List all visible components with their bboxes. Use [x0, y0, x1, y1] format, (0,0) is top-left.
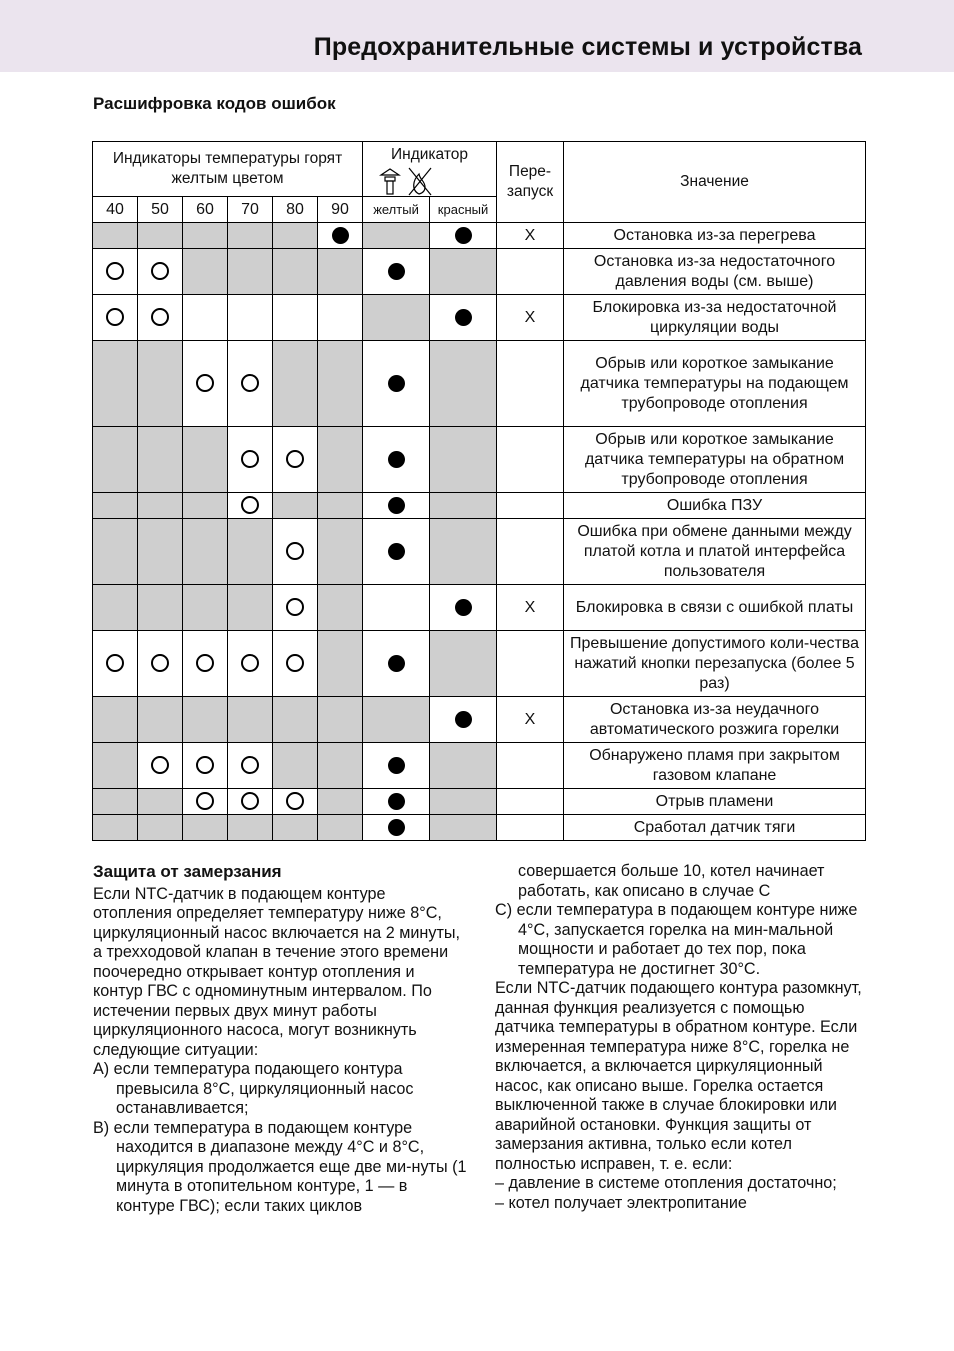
freeze-cond-1: – давление в системе отопления достаточно; — [495, 1174, 837, 1192]
open-circle-icon — [106, 262, 124, 280]
filled-dot-icon — [388, 543, 405, 560]
open-circle-icon — [241, 654, 259, 672]
filled-dot-icon — [455, 227, 472, 244]
meaning-cell: Обнаружено пламя при закрытом газовом клапане — [564, 743, 866, 789]
freeze-left-column — [93, 862, 468, 1216]
freeze-right-column — [495, 862, 863, 1213]
section-title: Расшифровка кодов ошибок — [93, 94, 336, 113]
no-flame-icon — [409, 168, 431, 195]
open-circle-icon — [286, 792, 304, 810]
meaning-cell: Блокировка в связи с ошибкой платы — [564, 585, 866, 631]
table-row — [93, 631, 866, 697]
freeze-item-c: C) если температура в подающем контуре ниже 4°C, запускается горелка на мин-мальной мощности и работает до тех пор, пока температура не достигнет 30°C. — [495, 901, 858, 978]
open-circle-icon — [241, 496, 259, 514]
temp-50: 50 — [138, 197, 183, 223]
temp-40: 40 — [93, 197, 138, 223]
meaning-cell: Блокировка из-за недостаточной циркуляции воды — [564, 295, 866, 341]
table-row — [93, 427, 866, 493]
table-row — [93, 341, 866, 427]
filled-dot-icon — [388, 375, 405, 392]
freeze-item-a: A) если температура подающего контура превысила 8°C, циркуляционный насос останавливается; — [93, 1060, 414, 1117]
table-row — [93, 295, 866, 341]
freeze-item-b-cont: совершается больше 10, котел начинает работать, как описано в случае C — [518, 862, 825, 900]
open-circle-icon — [241, 792, 259, 810]
filled-dot-icon — [455, 599, 472, 616]
filled-dot-icon — [455, 711, 472, 728]
open-circle-icon — [241, 450, 259, 468]
table-row — [93, 493, 866, 519]
header-meaning: Значение — [564, 142, 866, 223]
table-row — [93, 789, 866, 815]
filled-dot-icon — [388, 757, 405, 774]
header-indicator — [363, 142, 497, 197]
table-row — [93, 223, 866, 249]
table-row — [93, 249, 866, 295]
filled-dot-icon — [388, 819, 405, 836]
header-red: красный — [430, 197, 497, 223]
filled-dot-icon — [388, 655, 405, 672]
freeze-item-b: B) если температура в подающем контуре находится в диапазоне между 4°C и 8°C, циркуляция продолжается еще две ми-нуты (1 минута в отопительном контуре, 1 — в контуре ГВС); если таких циклов — [93, 1118, 467, 1215]
meaning-cell: Ошибка ПЗУ — [564, 493, 866, 519]
open-circle-icon — [151, 262, 169, 280]
meaning-cell: Остановка из-за перегрева — [564, 223, 866, 249]
temp-90: 90 — [318, 197, 363, 223]
chimney-icon — [381, 169, 399, 194]
open-circle-icon — [151, 308, 169, 326]
page-title: Предохранительные системы и устройства — [313, 33, 862, 61]
indicator-icons — [363, 166, 497, 196]
temp-70: 70 — [228, 197, 273, 223]
open-circle-icon — [106, 654, 124, 672]
restart-mark: X — [497, 585, 564, 631]
open-circle-icon — [196, 654, 214, 672]
meaning-cell: Остановка из-за неудачного автоматического розжига горелки — [564, 697, 866, 743]
open-circle-icon — [286, 450, 304, 468]
meaning-cell: Превышение допустимого коли-чества нажатий кнопки перезапуска (более 5 раз) — [564, 631, 866, 697]
filled-dot-icon — [332, 227, 349, 244]
meaning-cell: Сработал датчик тяги — [564, 815, 866, 841]
open-circle-icon — [286, 542, 304, 560]
freeze-intro: Если NTC-датчик в подающем контуре отопления определяет температуру ниже 8°C, циркуляционный насос включается на 2 минуты, а трехходовой клапан в течение этого времени поочередно открывает контур отопления и контур ГВС с одноминутным интервалом. По истечении первых двух минут работы циркуляционного насоса, могут возникнуть следующие ситуации: — [93, 884, 460, 1059]
open-circle-icon — [241, 756, 259, 774]
temp-60: 60 — [183, 197, 228, 223]
header-yellow: желтый — [363, 197, 430, 223]
open-circle-icon — [196, 756, 214, 774]
meaning-cell: Обрыв или короткое замыкание датчика температуры на подающем трубопроводе отопления — [564, 341, 866, 427]
freeze-title: Защита от замерзания — [93, 862, 282, 881]
open-circle-icon — [196, 374, 214, 392]
header-indicator-label: Индикатор — [391, 146, 468, 163]
meaning-cell: Ошибка при обмене данными между платой котла и платой интерфейса пользователя — [564, 519, 866, 585]
table-row — [93, 519, 866, 585]
open-circle-icon — [286, 598, 304, 616]
open-circle-icon — [196, 792, 214, 810]
temp-80: 80 — [273, 197, 318, 223]
open-circle-icon — [241, 374, 259, 392]
filled-dot-icon — [388, 451, 405, 468]
error-codes-table — [92, 141, 866, 841]
freeze-cond-2: – котел получает электропитание — [495, 1193, 747, 1212]
freeze-para2: Если NTC-датчик подающего контура разомкнут, данная функция реализуется с помощью датчика температуры в обратном контуре. Если измеренная температура ниже 8°C, горелка не включается, а включается циркуляционный насос, как описано выше. Горелка остается выключенной также в случае блокировки или аварийной остановки. Функция защиты от замерзания активна, только если котел полностью исправен, т. е. если: — [495, 979, 862, 1173]
filled-dot-icon — [388, 497, 405, 514]
restart-mark: X — [497, 223, 564, 249]
meaning-cell: Отрыв пламени — [564, 789, 866, 815]
table-row — [93, 697, 866, 743]
filled-dot-icon — [388, 793, 405, 810]
header-restart: Пере-запуск — [497, 142, 564, 223]
table-row — [93, 743, 866, 789]
header-temp-indicators: Индикаторы температуры горят желтым цветом — [93, 142, 363, 197]
table-row — [93, 585, 866, 631]
open-circle-icon — [151, 654, 169, 672]
open-circle-icon — [286, 654, 304, 672]
restart-mark: X — [497, 697, 564, 743]
filled-dot-icon — [455, 309, 472, 326]
table-row — [93, 815, 866, 841]
filled-dot-icon — [388, 263, 405, 280]
meaning-cell: Обрыв или короткое замыкание датчика температуры на обратном трубопроводе отопления — [564, 427, 866, 493]
restart-mark: X — [497, 295, 564, 341]
open-circle-icon — [106, 308, 124, 326]
open-circle-icon — [151, 756, 169, 774]
meaning-cell: Остановка из-за недостаточного давления воды (см. выше) — [564, 249, 866, 295]
